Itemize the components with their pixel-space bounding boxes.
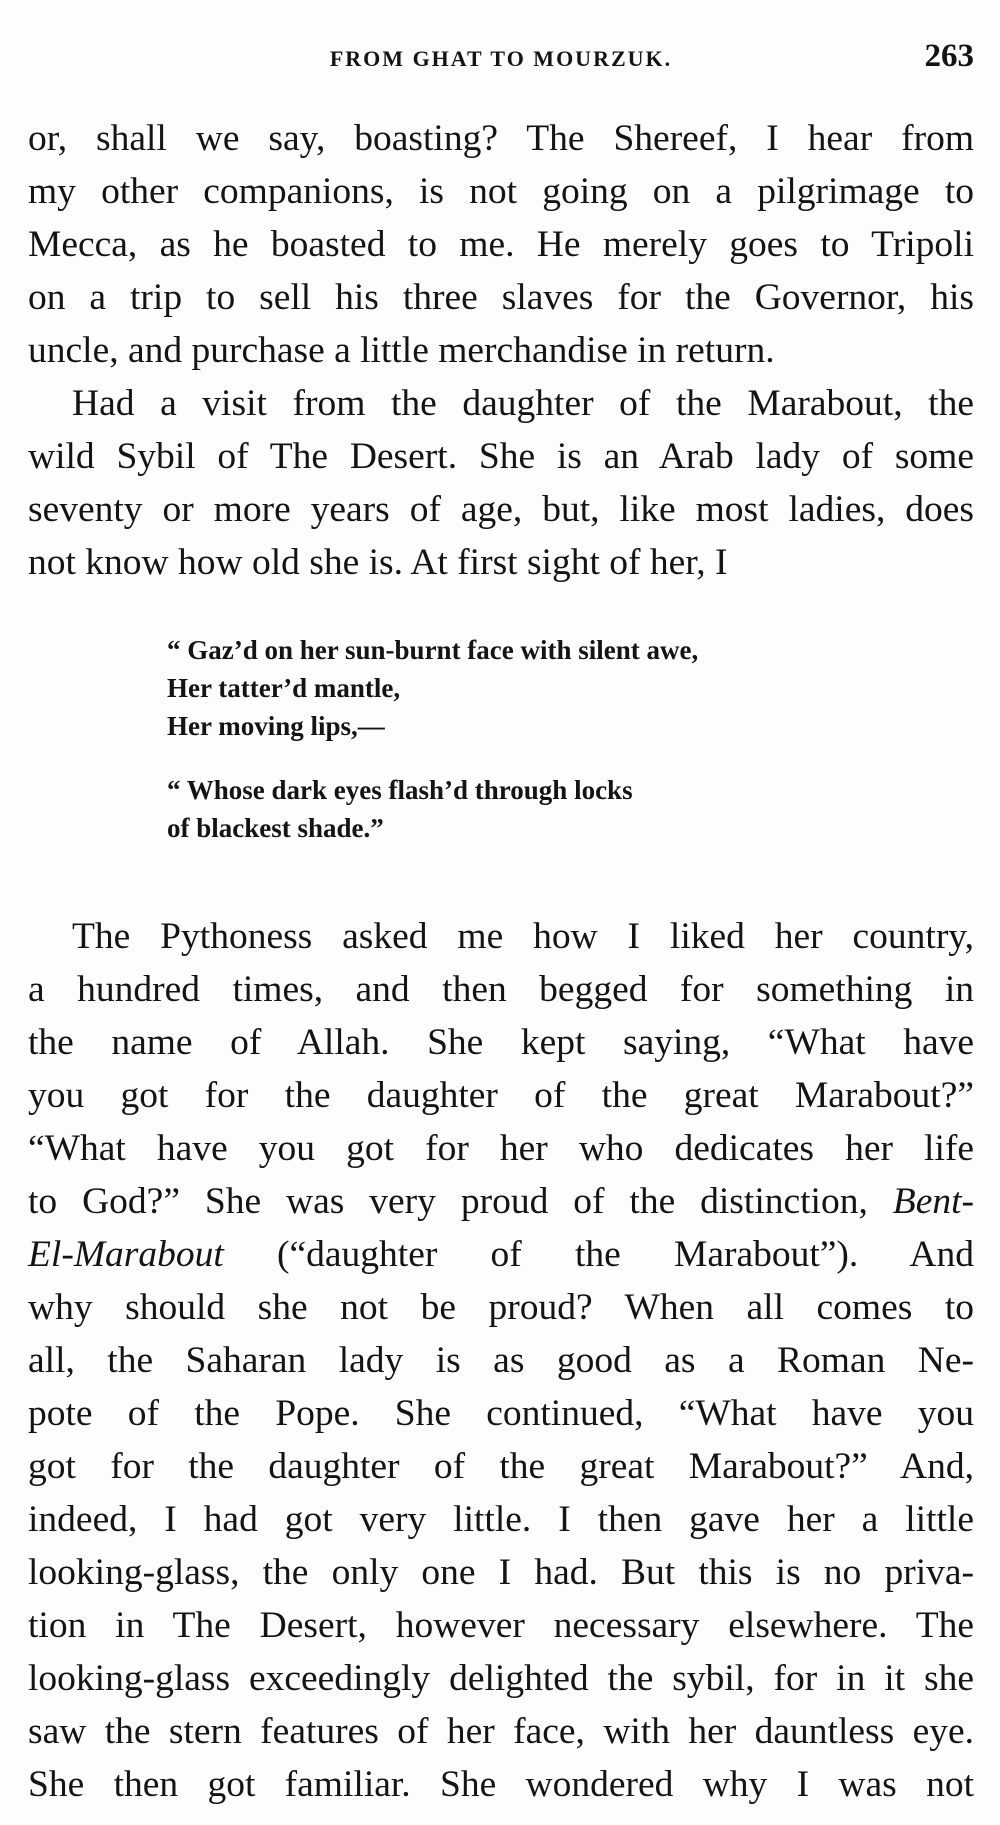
text-line (28, 1228, 974, 1281)
text-line: The Pythoness asked me how I liked her country, (72, 916, 974, 957)
text-line: you got for the daughter of the great Marabout?” (28, 1075, 974, 1116)
text-line: indeed, I had got very little. I then gave her a little (28, 1499, 974, 1540)
verse-line: of blackest shade.” (167, 813, 384, 843)
text-line: She then got familiar. She wondered why I was not (28, 1764, 974, 1805)
text-line: not know how old she is. At first sight of her, I (28, 542, 728, 583)
running-title: FROM GHAT TO MOURZUK. (329, 46, 673, 71)
verse-line: “ Whose dark eyes flash’d through locks (167, 775, 633, 805)
text-line: Had a visit from the daughter of the Marabout, the (72, 383, 974, 424)
text-line: on a trip to sell his three slaves for the Governor, his (28, 277, 974, 318)
verse-line: Her moving lips,— (167, 711, 385, 741)
page-number: 263 (924, 38, 974, 74)
text-line: all, the Saharan lady is as good as a Roman Ne- (28, 1340, 974, 1381)
paragraph-continuation (28, 112, 974, 377)
text-line: wild Sybil of The Desert. She is an Arab lady of some (28, 436, 974, 477)
text-line: my other companions, is not going on a pilgrimage to (28, 171, 974, 212)
text-line: “What have you got for her who dedicates her life (28, 1128, 974, 1169)
italic-phrase: El-Marabout (28, 1234, 224, 1275)
verse-gap (167, 745, 867, 771)
paragraph-sybil-visit (28, 377, 974, 589)
text-line: a hundred times, and then begged for something in (28, 969, 974, 1010)
text-line: or, shall we say, boasting? The Shereef, I hear from (28, 118, 974, 159)
text-line: seventy or more years of age, but, like most ladies, does (28, 489, 974, 530)
text-line: looking-glass, the only one I had. But this is no priva- (28, 1552, 974, 1593)
text-line: got for the daughter of the great Marabout?” And, (28, 1446, 974, 1487)
text-line: saw the stern features of her face, with her dauntless eye. (28, 1711, 974, 1752)
text-line: why should she not be proud? When all comes to (28, 1287, 974, 1328)
italic-phrase: Bent- (892, 1181, 974, 1222)
text-fragment: (“daughter of the Marabout”). And (277, 1234, 975, 1275)
text-line: Mecca, as he boasted to me. He merely goes to Tripoli (28, 224, 974, 265)
verse-quotation (167, 631, 867, 847)
text-fragment: to God?” She was very proud of the distinction, (28, 1181, 868, 1222)
text-line: pote of the Pope. She continued, “What have you (28, 1393, 974, 1434)
paragraph-pythoness (28, 910, 974, 1811)
text-line: looking-glass exceedingly delighted the sybil, for in it she (28, 1658, 974, 1699)
running-head (28, 38, 974, 88)
text-line: uncle, and purchase a little merchandise in return. (28, 330, 775, 371)
text-line (28, 1175, 974, 1228)
verse-line: “ Gaz’d on her sun-burnt face with silent awe, (167, 635, 699, 665)
text-line: tion in The Desert, however necessary elsewhere. The (28, 1605, 974, 1646)
verse-line: Her tatter’d mantle, (167, 673, 401, 703)
text-line: the name of Allah. She kept saying, “What have (28, 1022, 974, 1063)
